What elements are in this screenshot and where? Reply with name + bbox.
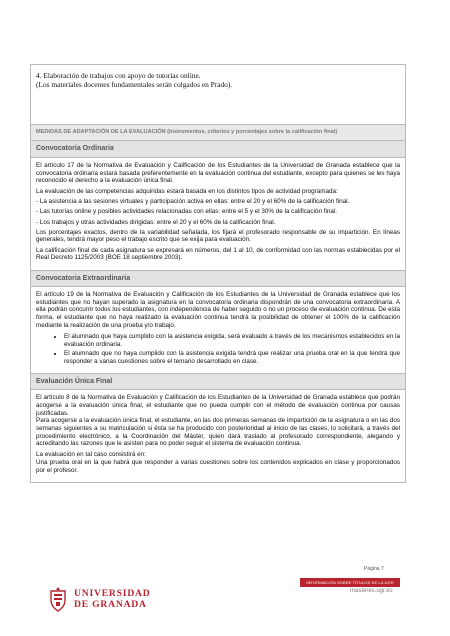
footer-url[interactable]: masteres.ugr.es	[350, 588, 393, 594]
university-name	[74, 589, 151, 610]
methodology-line-1: 4. Elaboración de trabajos con apoyo de tutorías online.	[36, 71, 201, 80]
ordinaria-title: Convocatoria Ordinaria	[36, 145, 114, 153]
ordinaria-paragraph: La calificación final de cada asignatura se expresará en números, del 1 al 10, de conformidad con las normas establecidas por el Real Decreto 1125/2003 (BOE 18 septiembre 2003).	[36, 246, 400, 262]
ordinaria-paragraph: Los porcentajes exactos, dentro de la variabilidad señalada, los fijará el profesorado responsable de su impartición. En líneas generales, tendrá mayor peso el trabajo escrito que se exija para evaluación.	[36, 228, 400, 244]
footer-info-bar: INFORMACIÓN SOBRE TÍTULOS DE LA UGR	[300, 578, 400, 587]
extraordinaria-header	[31, 271, 405, 287]
list-item: • El alumnado que no haya cumplido con la asistencia exigida tendrá que realizar una prueba oral en la que tendrá que responder a varias cuestiones sobre el temario desarrollado en clase.	[64, 350, 400, 365]
unica-paragraph: Para acogerse a la evaluación única final, el estudiante, en las dos primeras semanas de impartición de la asignatura o en las dos semanas siguientes a su matriculación si ésta se ha producido con posterioridad al inicio de las clases, lo solicitará, a través del procedimiento electrónico, a la Coordinación del Máster, quien dará traslado al profesorado correspondiente, alegando y acreditando las razones que le asisten para no poder seguir el sistema de evaluación continua.	[36, 417, 400, 448]
unica-content	[31, 390, 405, 482]
ordinaria-item: - La asistencia a las sesiones virtuales y participación activa en ellas: entre el 20 y el 60% de la calificación final.	[36, 198, 350, 206]
university-crest-icon	[48, 586, 68, 612]
document-table	[30, 64, 406, 483]
university-name-line-1: UNIVERSIDAD	[74, 588, 151, 599]
section-header	[31, 125, 405, 141]
unica-header	[31, 374, 405, 390]
ordinaria-item: - Los trabajos y otras actividades dirigidas: entre el 20 y el 60% de la calificación final.	[36, 218, 276, 226]
unica-paragraph: Una prueba oral en la que habrá que responder a varias cuestiones sobre los contenidos explicados en clase y proporcionados por el profesor.	[36, 458, 400, 474]
ordinaria-header	[31, 141, 405, 157]
extraordinaria-paragraph: El artículo 19 de la Normativa de Evaluación y Calificación de los Estudiantes de la Universidad de Granada establece que los estudiantes que no hayan superado la asignatura en la convocatoria ordinaria dispondrán de una convocatoria extraordinaria. A ella podrán concurrir todos los estudiantes, con independencia de haber seguido o no un proceso de evaluación continua. De esta forma, el estudiante que no haya realizado la evaluación continua tendrá la posibilidad de obtener el 100% de la calificación mediante la realización de una prueba y/o trabajo.	[36, 290, 400, 329]
unica-paragraph: El artículo 8 de la Normativa de Evaluación y Calificación de los Estudiantes de la Universidad de Granada establece que podrán acogerse a la evaluación única final, el estudiante que no pueda cumplir con el método de evaluación continua por causas justificadas.	[36, 394, 400, 417]
extraordinaria-content	[31, 287, 405, 374]
methodology-line-2: (Los materiales docentes fundamentales serán colgados en Prado).	[36, 80, 233, 89]
university-name-line-2: DE GRANADA	[74, 598, 147, 610]
page-number: Página 7	[364, 566, 384, 572]
ordinaria-paragraph: El artículo 17 de la Normativa de Evaluación y Calificación de los Estudiantes de la Universidad de Granada establece que la convocatoria ordinaria estará basada preferentemente en la evaluación continua del estudiante, excepto para quienes se les haya reconocido el derecho a la evaluación única final.	[36, 161, 400, 185]
unica-paragraph: La evaluación en tal caso consistirá en:	[36, 451, 146, 459]
ordinaria-paragraph: La evaluación de las competencias adquiridas estará basada en los distintos tipos de actividad programada:	[36, 187, 338, 195]
ordinaria-item: - Las tutorías online y posibles actividades relacionadas con ellas: entre el 5 y el 30% de la calificación final.	[36, 208, 338, 216]
extraordinaria-list	[36, 333, 400, 365]
list-item: • El alumnado que haya cumplido con la asistencia exigida, será evaluado a través de los mecanismos establecidos en la evaluación ordinaria.	[64, 333, 400, 348]
ordinaria-content	[31, 158, 405, 271]
unica-title: Evaluación Única Final	[36, 377, 113, 385]
extraordinaria-title: Convocatoria Extraordinaria	[36, 274, 131, 282]
section-header-text: MEDIDAS DE ADAPTACIÓN DE LA EVALUACIÓN (Instrumentos, criterios y porcentajes sobre la calificación final)	[36, 129, 338, 135]
methodology-cell	[31, 65, 405, 125]
